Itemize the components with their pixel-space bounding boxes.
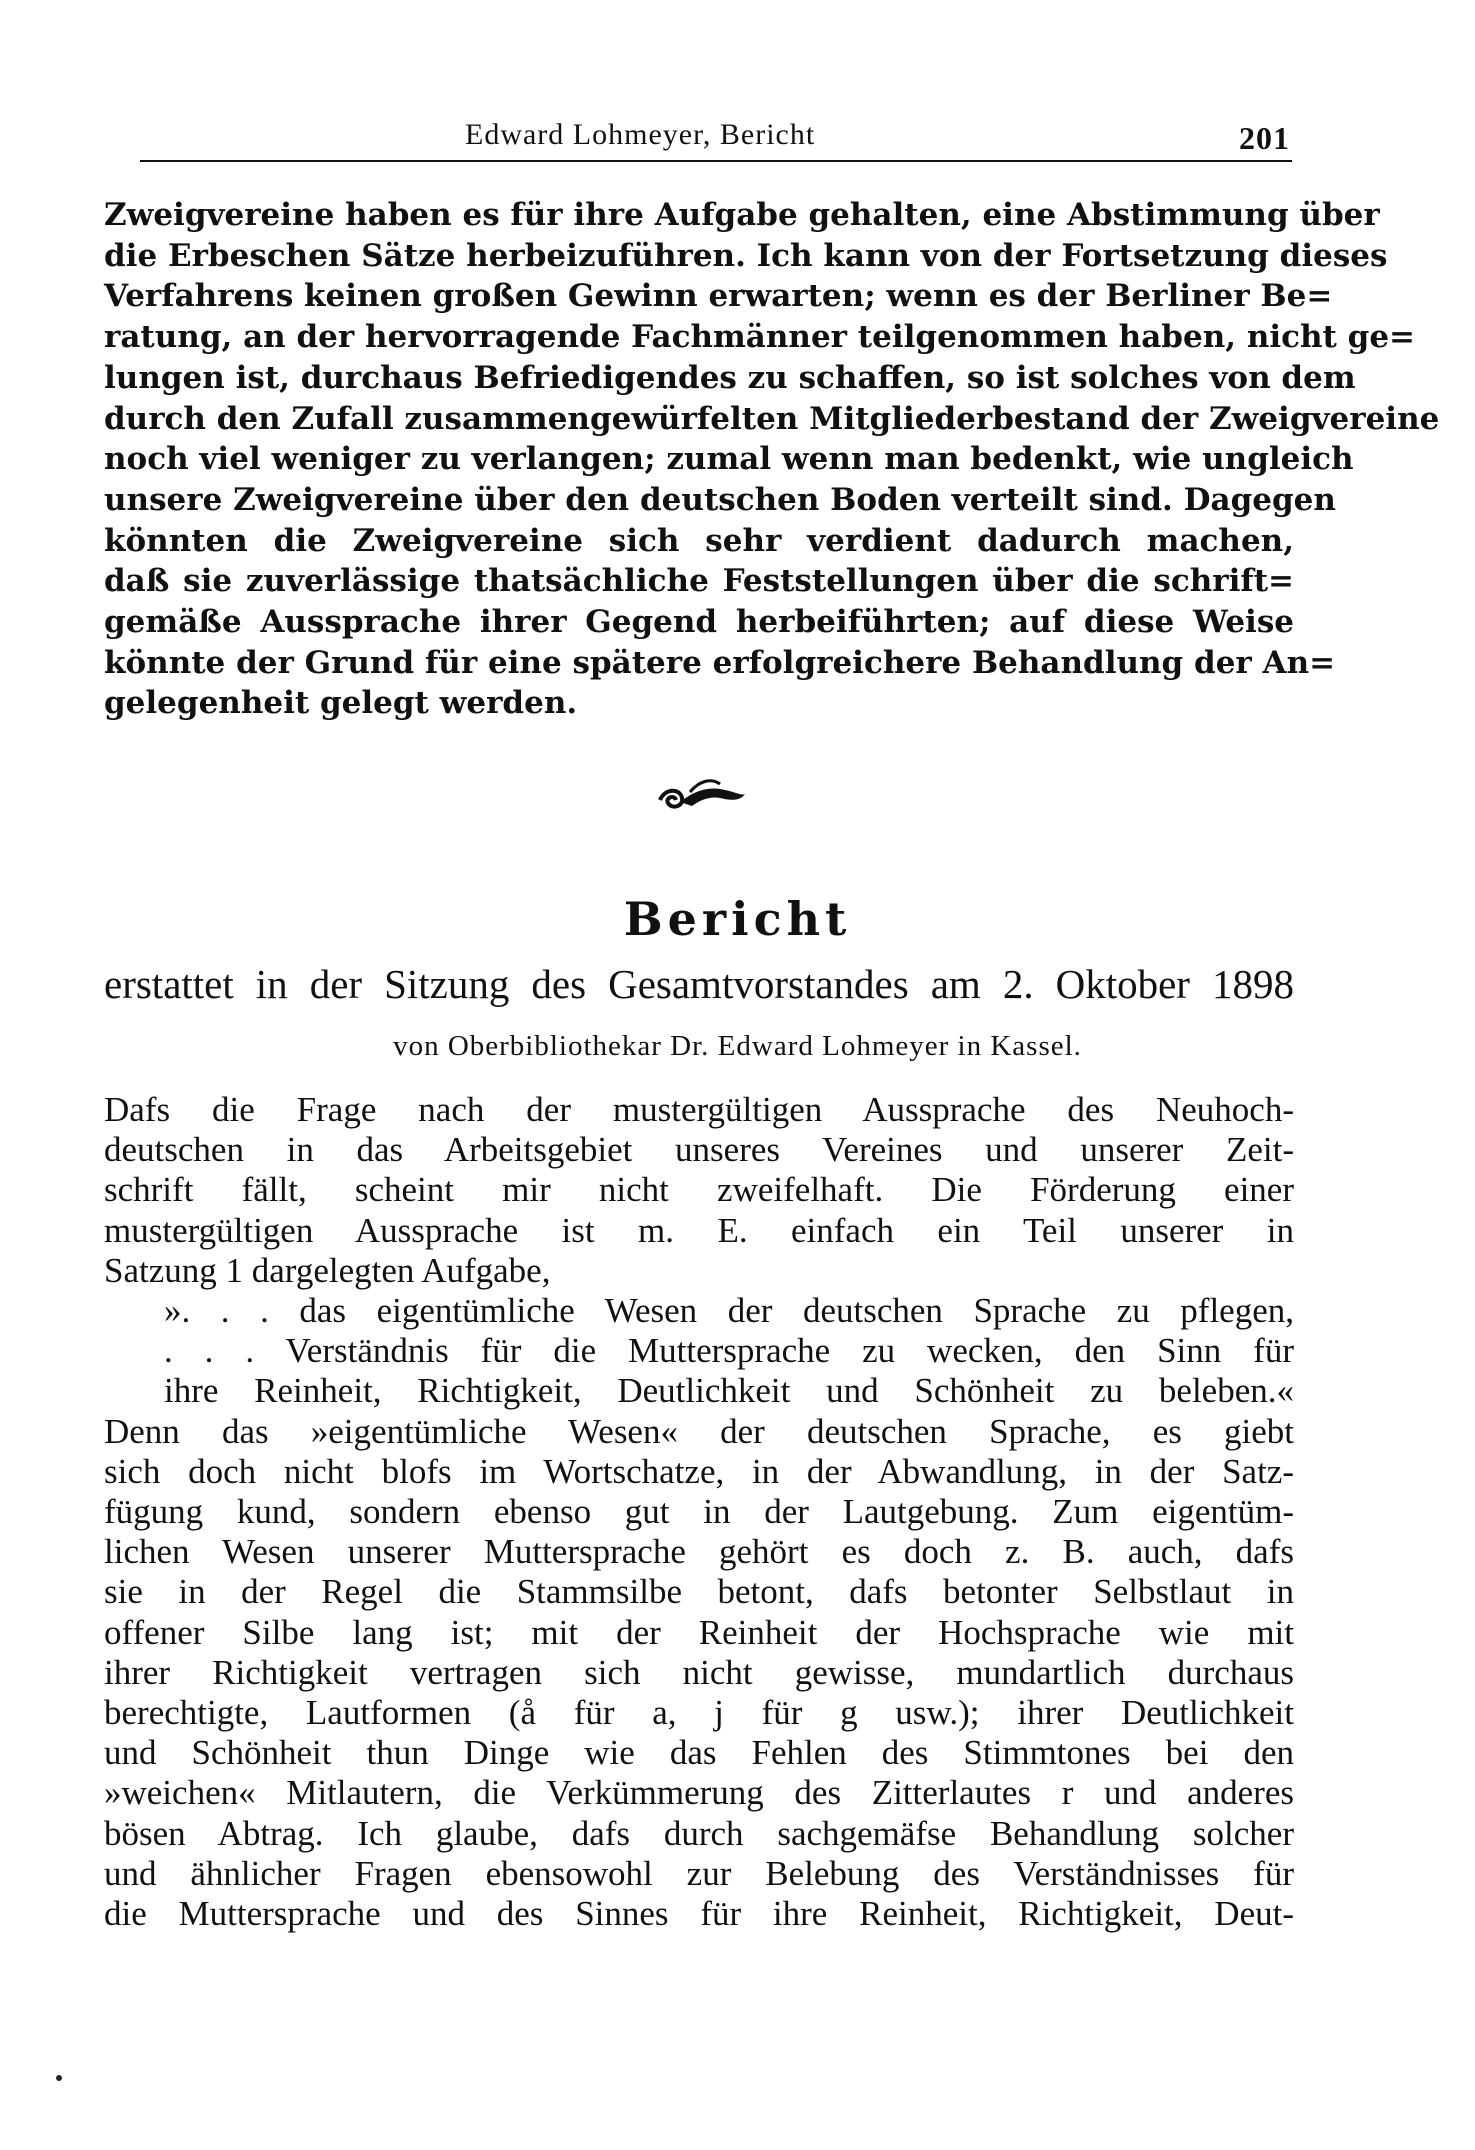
text-line: Dafs die Frage nach der mustergültigen Aussprache des Neuhoch- <box>104 1090 1294 1129</box>
text-line: die Erbeschen Sätze herbeizuführen. Ich kann von der Fortsetzung dieses <box>104 237 1388 274</box>
text-line: noch viel weniger zu verlangen; zumal wenn man bedenkt, wie ungleich <box>104 441 1354 478</box>
text-line: mustergültigen Aussprache ist m. E. einfach ein Teil unserer in <box>104 1210 1294 1250</box>
text-line: bösen Abtrag. Ich glaube, dafs durch sachgemäfse Behandlung solcher <box>104 1813 1294 1853</box>
text-line: sich doch nicht blofs im Wortschatze, in der Abwandlung, in der Satz- <box>104 1451 1294 1491</box>
running-header <box>140 118 1290 158</box>
section-title: Bericht <box>623 892 852 946</box>
report-body <box>104 1090 1294 1934</box>
text-line: offener Silbe lang ist; mit der Reinheit der Hochsprache wie mit <box>104 1612 1294 1652</box>
text-line: gelegenheit gelegt werden. <box>104 685 578 722</box>
text-line: sie in der Regel die Stammsilbe betont, dafs betonter Selbstlaut in <box>104 1572 1294 1612</box>
section-author: von Oberbibliothekar Dr. Edward Lohmeyer in Kassel. <box>393 1030 1082 1062</box>
text-line: Zweigvereine haben es für ihre Aufgabe gehalten, eine Abstimmung über <box>104 197 1380 233</box>
text-line: »weichen« Mitlautern, die Verkümmerung des Zitterlautes r und anderes <box>104 1773 1294 1813</box>
quote-line: ». . . das eigentümliche Wesen der deutschen Sprache zu pflegen, <box>164 1291 1294 1331</box>
text-line: könnte der Grund für eine spätere erfolgreichere Behandlung der An= <box>104 644 1336 681</box>
text-line: fügung kund, sondern ebenso gut in der Lautgebung. Zum eigentüm- <box>104 1492 1294 1532</box>
text-line: deutschen in das Arbeitsgebiet unseres Vereines und unserer Zeit- <box>104 1130 1294 1170</box>
ornament-flourish-icon <box>650 770 750 820</box>
text-line: die Muttersprache und des Sinnes für ihre Reinheit, Richtigkeit, Deut- <box>104 1894 1294 1934</box>
text-line: Denn das »eigentümliche Wesen« der deutschen Sprache, es giebt <box>104 1411 1294 1451</box>
text-line: ratung, an der hervorragende Fachmänner teilgenommen haben, nicht ge= <box>104 319 1416 356</box>
text-line: durch den Zufall zusammengewürfelten Mitgliederbestand der Zweigvereine <box>104 400 1440 437</box>
text-line: daß sie zuverlässige thatsächliche Feststellungen über die schrift= <box>104 563 1294 600</box>
running-title: Edward Lohmeyer, Bericht <box>465 118 816 151</box>
text-line: berechtigte, Lautformen (å für a, j für g usw.); ihrer Deutlichkeit <box>104 1693 1294 1733</box>
text-line: ihrer Richtigkeit vertragen sich nicht gewisse, mundartlich durchaus <box>104 1652 1294 1692</box>
text-line: und ähnlicher Fragen ebensowohl zur Belebung des Verständnisses für <box>104 1853 1294 1893</box>
header-rule <box>140 160 1292 162</box>
quote-line: . . . Verständnis für die Muttersprache zu wecken, den Sinn für <box>164 1331 1294 1371</box>
text-line: lungen ist, durchaus Befriedigendes zu schaffen, so ist solches von dem <box>104 359 1356 396</box>
text-line: lichen Wesen unserer Muttersprache gehört es doch z. B. auch, dafs <box>104 1532 1294 1572</box>
text-line: und Schönheit thun Dinge wie das Fehlen des Stimmtones bei den <box>104 1733 1294 1773</box>
text-line: Satzung 1 dargelegten Aufgabe, <box>104 1250 551 1290</box>
quote-line: ihre Reinheit, Richtigkeit, Deutlichkeit und Schönheit zu beleben.« <box>164 1371 1294 1411</box>
page-number: 201 <box>1239 120 1290 156</box>
text-line: könnten die Zweigvereine sich sehr verdient dadurch machen, <box>104 522 1294 559</box>
text-line: gemäße Aussprache ihrer Gegend herbeiführten; auf diese Weise <box>104 604 1294 641</box>
section-subtitle: erstattet in der Sitzung des Gesamtvorstandes am 2. Oktober 1898 <box>104 961 1294 1007</box>
continuation-paragraph <box>104 195 1440 724</box>
scan-speck <box>56 2075 62 2081</box>
text-line: schrift fällt, scheint mir nicht zweifelhaft. Die Förderung einer <box>104 1170 1294 1210</box>
text-line: unsere Zweigvereine über den deutschen Boden verteilt sind. Dagegen <box>104 481 1336 518</box>
text-line: Verfahrens keinen großen Gewinn erwarten; wenn es der Berliner Be= <box>104 278 1333 315</box>
